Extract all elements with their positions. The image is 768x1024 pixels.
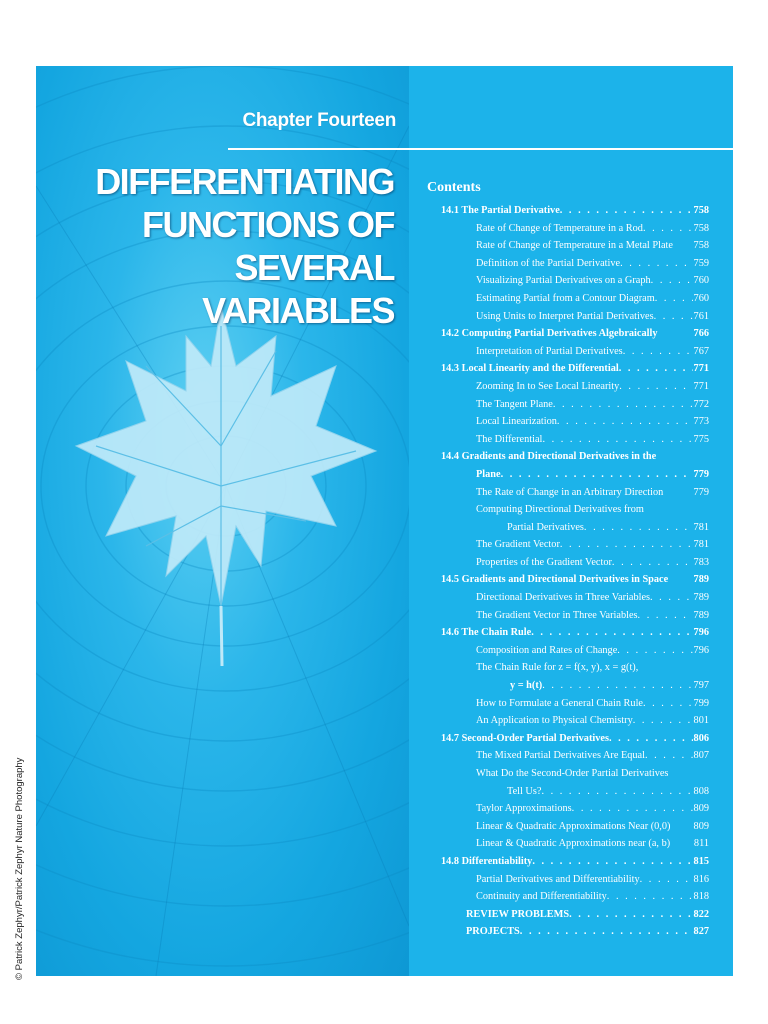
toc-entry[interactable]: The Mixed Partial Derivatives Are Equal . . . 807 (427, 747, 709, 765)
toc-list (427, 202, 709, 941)
toc-entry[interactable]: Computing Directional Derivatives from (476, 504, 644, 516)
toc-entry[interactable]: The Differential . . . 775 (427, 431, 709, 449)
toc-section[interactable]: 14.4 Gradients and Directional Derivatives in the (441, 451, 657, 463)
toc-section[interactable]: 14.5 Gradients and Directional Derivatives in Space 789 (441, 574, 709, 586)
toc-section[interactable]: 14.8 Differentiability . . . 815 (427, 853, 709, 871)
toc-entry[interactable]: Visualizing Partial Derivatives on a Graph . . . 760 (427, 272, 709, 290)
toc-section[interactable]: 14.7 Second-Order Partial Derivatives . . . 806 (427, 730, 709, 748)
title-line: DIFFERENTIATING (95, 161, 394, 202)
toc-projects[interactable]: PROJECTS . . . 827 (427, 923, 709, 941)
toc-entry[interactable]: Interpretation of Partial Derivatives . . . 767 (427, 343, 709, 361)
photo-credit: © Patrick Zephyr/Patrick Zephyr Nature Photography (14, 757, 25, 980)
toc-entry[interactable]: How to Formulate a General Chain Rule . . . 799 (427, 695, 709, 713)
toc-entry[interactable]: Partial Derivatives and Differentiability . . . 816 (427, 871, 709, 889)
chapter-label: Chapter Fourteen (242, 110, 396, 131)
toc-entry-continued[interactable]: Tell Us? . . . 808 (427, 783, 709, 801)
toc-entry[interactable]: Continuity and Differentiability . . . 818 (427, 888, 709, 906)
toc-entry[interactable]: Definition of the Partial Derivative . . . 759 (427, 255, 709, 273)
toc-section[interactable]: 14.3 Local Linearity and the Differential . . . 771 (427, 360, 709, 378)
toc-entry[interactable]: Using Units to Interpret Partial Derivatives . . . 761 (427, 308, 709, 326)
toc-entry[interactable]: Linear & Quadratic Approximations near (a, b) 811 (476, 838, 709, 850)
toc-entry[interactable]: Directional Derivatives in Three Variables . . . 789 (427, 589, 709, 607)
toc-entry[interactable]: The Chain Rule for z = f(x, y), x = g(t), (476, 662, 639, 674)
toc-entry[interactable]: Estimating Partial from a Contour Diagram . . . 760 (427, 290, 709, 308)
toc-entry[interactable]: Linear & Quadratic Approximations Near (0,0) 809 (476, 820, 709, 832)
toc-section[interactable]: 14.1 The Partial Derivative . . . 758 (427, 202, 709, 220)
toc-entry[interactable]: Composition and Rates of Change . . . 796 (427, 642, 709, 660)
toc-entry[interactable]: The Rate of Change in an Arbitrary Direction 779 (476, 486, 709, 498)
title-line: SEVERAL VARIABLES (202, 247, 394, 331)
header-rule (228, 148, 733, 150)
toc-entry[interactable]: An Application to Physical Chemistry . . . 801 (427, 712, 709, 730)
toc-entry[interactable]: Taylor Approximations . . . 809 (427, 800, 709, 818)
toc-section[interactable]: 14.6 The Chain Rule . . . 796 (427, 624, 709, 642)
toc-entry[interactable]: The Gradient Vector . . . 781 (427, 536, 709, 554)
toc-entry-continued[interactable]: y = h(t) . . . 797 (427, 677, 709, 695)
chapter-title (70, 160, 394, 332)
toc-entry[interactable]: Properties of the Gradient Vector . . . 783 (427, 554, 709, 572)
maple-leaf-icon (76, 306, 376, 666)
toc-entry[interactable]: The Tangent Plane . . . 772 (427, 396, 709, 414)
toc-entry[interactable]: The Gradient Vector in Three Variables . . . 789 (427, 607, 709, 625)
toc-review-problems[interactable]: REVIEW PROBLEMS . . . 822 (427, 906, 709, 924)
toc-entry-continued[interactable]: Partial Derivatives . . . 781 (427, 519, 709, 537)
toc-entry[interactable]: Rate of Change of Temperature in a Rod . . . 758 (427, 220, 709, 238)
toc-section[interactable]: 14.2 Computing Partial Derivatives Algebraically 766 (441, 328, 709, 340)
toc-entry[interactable]: What Do the Second-Order Partial Derivatives (476, 768, 669, 779)
toc-section-continued[interactable]: Plane . . . 779 (427, 466, 709, 484)
toc-entry[interactable]: Local Linearization . . . 773 (427, 413, 709, 431)
table-of-contents (427, 180, 709, 941)
title-line: FUNCTIONS OF (142, 204, 394, 245)
toc-entry[interactable]: Zooming In to See Local Linearity . . . 771 (427, 378, 709, 396)
toc-entry[interactable]: Rate of Change of Temperature in a Metal Plate 758 (476, 240, 709, 252)
contents-heading: Contents (427, 180, 481, 195)
